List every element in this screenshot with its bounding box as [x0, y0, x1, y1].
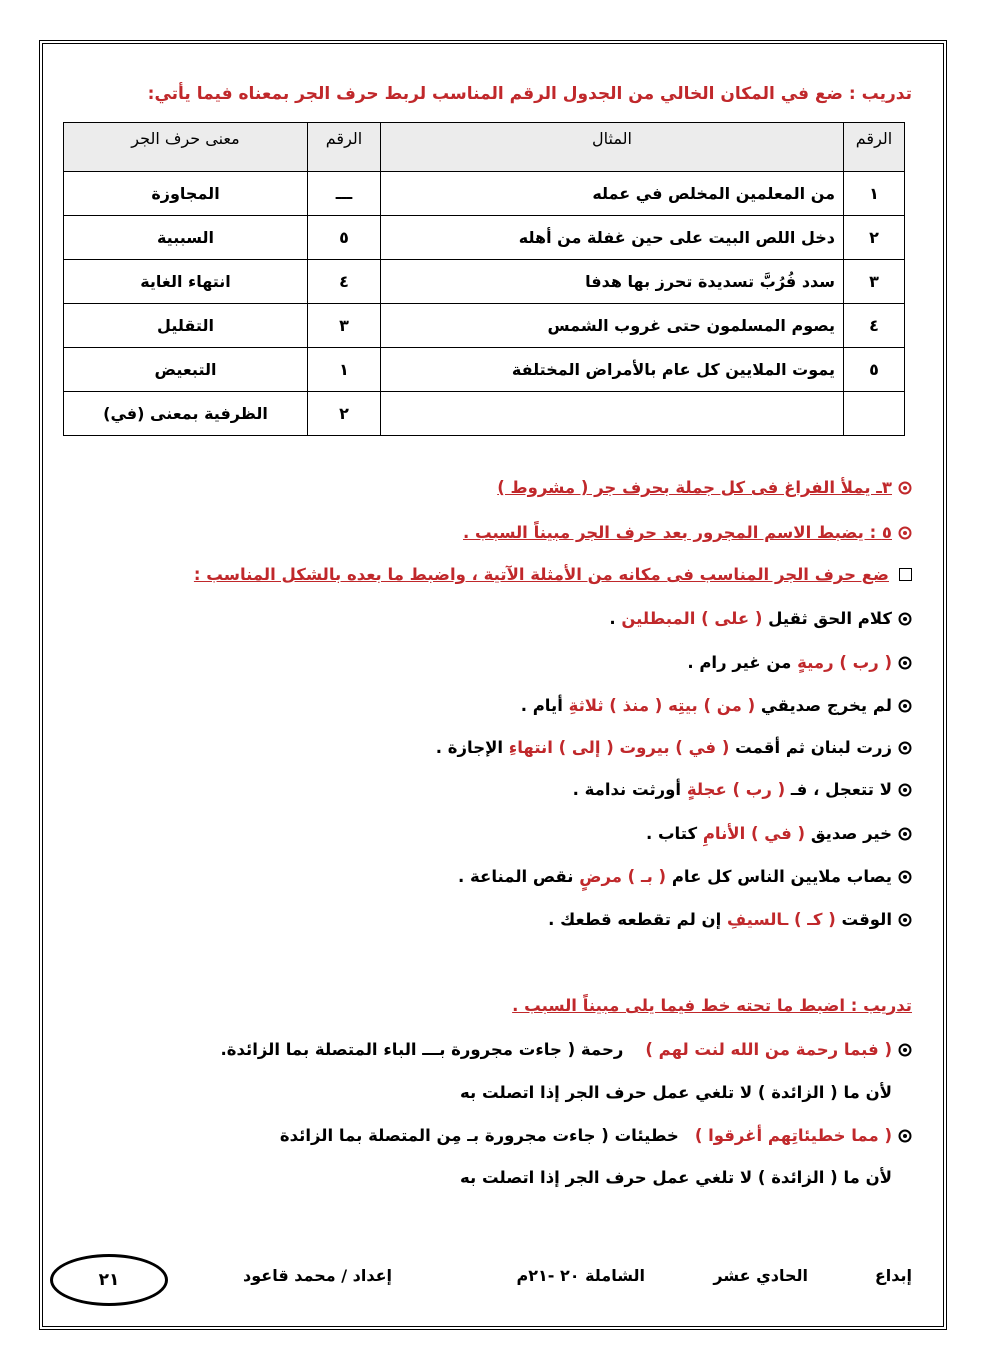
list-item [436, 738, 912, 757]
answer-part[interactable]: ( في ) الأنامِ [702, 824, 806, 843]
sentence-part: يصاب ملايين الناس كل عام [671, 867, 892, 886]
row-example: يموت الملايين كل عام بالأمراض المختلفة [381, 348, 844, 392]
footer-book: الشاملة ٢٠ -٢١م [516, 1266, 645, 1285]
row-answer[interactable]: ـــ [308, 172, 381, 216]
page-number-oval [50, 1254, 168, 1306]
checkbox-square-icon [899, 568, 912, 581]
answer-part[interactable]: ( في ) بيروت ( إلى ) انتهاءِ [508, 738, 730, 757]
sentence-part: أيام . [520, 696, 569, 715]
table-row [64, 172, 905, 216]
page-number: ٢١ [98, 1270, 120, 1290]
sentence-part: الإجازة . [435, 738, 509, 757]
row-example [381, 392, 844, 436]
objective-item [463, 523, 912, 542]
header-num: الرقم [844, 123, 905, 172]
objective-text: ٣ـ يملأ الفراغ فى كل جملة بحرف جر ( مشروط ) [497, 478, 892, 497]
row-answer[interactable]: ٤ [308, 260, 381, 304]
arrow-bullet-icon [898, 526, 912, 540]
row-num: ٥ [844, 348, 905, 392]
arrow-bullet-icon [898, 656, 912, 670]
footer-author: إعداد / محمد قاعود [243, 1266, 392, 1285]
answer-part[interactable]: ( من ) بيتِه ( منذ ) ثلاثةِ [568, 696, 756, 715]
answer-explanation: رحمة ( جاءت مجرورة بـــ الباء المتصلة بما الزائدة. [220, 1040, 624, 1059]
row-answer[interactable]: ٢ [308, 392, 381, 436]
answer-part[interactable]: ( بـ ) مرضٍ [579, 867, 667, 886]
row-num: ٤ [844, 304, 905, 348]
row-answer[interactable]: ١ [308, 348, 381, 392]
exercise2-title-line [194, 565, 912, 584]
header-example: المثال [381, 123, 844, 172]
sentence-part: من غير رام . [687, 653, 798, 672]
reason-line [460, 1168, 892, 1187]
arrow-bullet-icon [898, 783, 912, 797]
list-item [521, 696, 912, 715]
row-meaning: الظرفية بمعنى (في) [64, 392, 308, 436]
list-item [609, 609, 912, 628]
header-answer: الرقم [308, 123, 381, 172]
row-meaning: انتهاء الغاية [64, 260, 308, 304]
table-row [64, 304, 905, 348]
arrow-bullet-icon [898, 870, 912, 884]
arrow-bullet-icon [898, 913, 912, 927]
list-item [548, 910, 912, 929]
row-example: دخل اللص البيت على حين غفلة من أهله [381, 216, 844, 260]
arrow-bullet-icon [898, 699, 912, 713]
row-example: سدد فُرُبَّ تسديدة تحرز بها هدفا [381, 260, 844, 304]
answer-part[interactable]: ( على ) المبطلين [621, 609, 763, 628]
sentence-part: لا تتعجل ، فـ [790, 780, 892, 799]
sentence-part: إن لم تقطعه قطعك . [548, 910, 728, 929]
arrow-bullet-icon [898, 741, 912, 755]
sentence-part: لم يخرج صديقي [760, 696, 892, 715]
list-item [646, 824, 912, 843]
arrow-bullet-icon [898, 1129, 912, 1143]
answer-part[interactable]: ( كـ ) ـالسيفِ [727, 910, 836, 929]
row-num: ١ [844, 172, 905, 216]
table-header-row [64, 123, 905, 172]
row-meaning: التبعيض [64, 348, 308, 392]
sentence-part: خير صديق [810, 824, 892, 843]
header-meaning: معنى حرف الجر [64, 123, 308, 172]
objective-text: ٥ : يضبط الاسم المجرور بعد حرف الجر مبيناً السبب . [462, 523, 892, 542]
list-item [458, 867, 912, 886]
list-item [687, 653, 912, 672]
table-row [64, 392, 905, 436]
row-num: ٢ [844, 216, 905, 260]
table-row [64, 216, 905, 260]
arrow-bullet-icon [898, 612, 912, 626]
answer-explanation: خطيئات ( جاءت مجرورة بـ مِن المتصلة بما الزائدة [279, 1126, 679, 1145]
exercise2-title: ضع حرف الجر المناسب فى مكانه من الأمثلة الآتية ، واضبط ما بعده بالشكل المناسب : [193, 565, 889, 584]
sentence-part: الوقت [841, 910, 892, 929]
row-meaning: السببية [64, 216, 308, 260]
reason-line [460, 1083, 892, 1102]
row-answer[interactable]: ٥ [308, 216, 381, 260]
sentence-part: . [609, 609, 622, 628]
table-row [64, 348, 905, 392]
reason-text: لأن ما ( الزائدة ) لا تلغي عمل حرف الجر إذا اتصلت به [460, 1083, 892, 1102]
matching-table [63, 122, 905, 436]
footer-grade: الحادي عشر [713, 1266, 808, 1285]
arrow-bullet-icon [898, 481, 912, 495]
sentence-part: كلام الحق ثقيل [768, 609, 892, 628]
table-row [64, 260, 905, 304]
footer-ibdaa: إبداع [874, 1266, 912, 1285]
reason-text: لأن ما ( الزائدة ) لا تلغي عمل حرف الجر إذا اتصلت به [460, 1168, 892, 1187]
answer-part[interactable]: ( رب ) رميةٍ [797, 653, 892, 672]
quran-quote: ( فبما رحمة من الله لنت لهم ) [645, 1040, 892, 1059]
row-meaning: التقليل [64, 304, 308, 348]
list-item [220, 1040, 912, 1059]
answer-part[interactable]: ( رب ) عجلةٍ [686, 780, 786, 799]
row-meaning: المجاوزة [64, 172, 308, 216]
exercise3-title: تدريب : اضبط ما تحته خط فيما يلى مبيناً السبب . [512, 996, 912, 1015]
arrow-bullet-icon [898, 827, 912, 841]
arrow-bullet-icon [898, 1043, 912, 1057]
list-item [573, 780, 912, 799]
list-item [280, 1126, 912, 1145]
row-num [844, 392, 905, 436]
row-example: من المعلمين المخلص في عمله [381, 172, 844, 216]
objective-item [497, 478, 912, 497]
sentence-part: أورثت ندامة . [572, 780, 687, 799]
row-num: ٣ [844, 260, 905, 304]
sentence-part: زرت لبنان ثم أقمت [735, 738, 892, 757]
exercise3-title-line [512, 996, 912, 1015]
quran-quote: ( مما خطيئاتِهم أغرقوا ) [694, 1126, 892, 1145]
sentence-part: كتاب . [645, 824, 703, 843]
exercise1-title: تدريب : ضع في المكان الخالي من الجدول الرقم المناسب لربط حرف الجر بمعناه فيما يأتي: [147, 84, 912, 104]
row-example: يصوم المسلمون حتى غروب الشمس [381, 304, 844, 348]
row-answer[interactable]: ٣ [308, 304, 381, 348]
sentence-part: نقص المناعة . [458, 867, 580, 886]
